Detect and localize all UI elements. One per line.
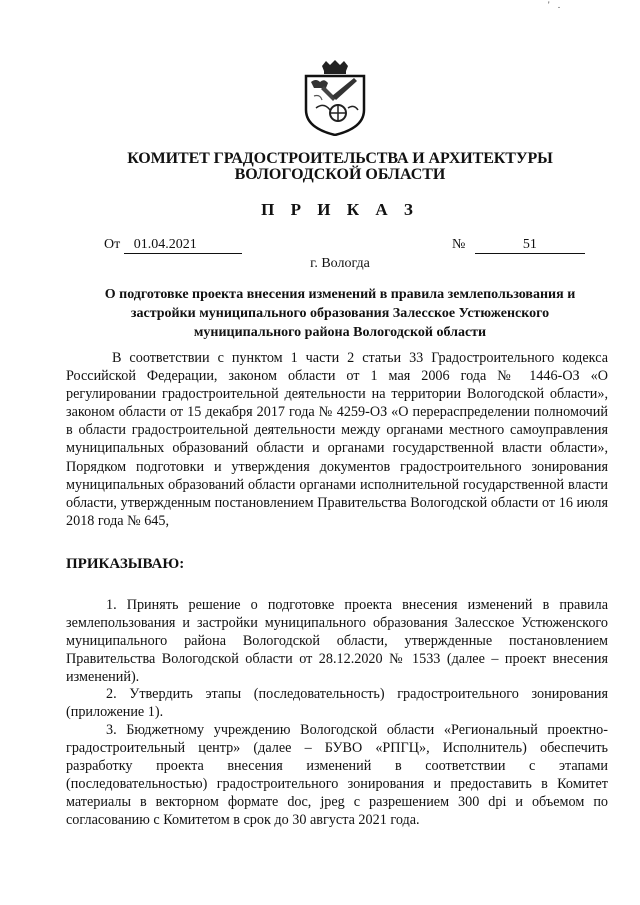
vologda-oblast-coat-of-arms-icon xyxy=(302,60,368,136)
corner-mark: ' . xyxy=(548,0,564,10)
preamble-text: В соответствии с пунктом 1 части 2 статьи 33 Градостроительного кодекса Российской Федерации, законом области от 1 мая 2006 года № 1446-ОЗ «О регулировании градостроительной деятельности на территории Вологодской области», законом области от 15 декабря 2017 года № 4259-ОЗ «О перераспределении полномочий в области градостроительной деятельности между органами местного самоуправления муниципальных образований области и органами государственной власти области», Порядком подготовки и утверждения документов градостроительного зонирования муниципальных образований области органами исполнительной государственной власти области, утвержденным постановлением Правительства Вологодской области от 16 июля 2018 года № 645, xyxy=(66,350,608,529)
order-city: г. Вологда xyxy=(310,256,370,271)
subject-line1: О подготовке проекта внесения изменений в правила землепользования и xyxy=(104,287,576,302)
date-prefix: От xyxy=(104,237,121,252)
committee-name-line1: КОМИТЕТ ГРАДОСТРОИТЕЛЬСТВА И АРХИТЕКТУРЫ xyxy=(127,150,553,167)
committee-name-line2: ВОЛОГОДСКОЙ ОБЛАСТИ xyxy=(234,166,446,183)
order-item-3 xyxy=(66,721,608,830)
subject-line3: муниципального района Вологодской области xyxy=(193,325,487,340)
subject-line2: застройки муниципального образования Залесское Устюженского xyxy=(130,306,550,321)
order-date: 01.04.2021 xyxy=(124,237,242,254)
order-item-text: 1. Принять решение о подготовке проекта внесения изменений в правила землепользования и застройки муниципального образования Залесское Устюженского муниципального района Вологодской области, утвержденные постановлением Правительства Вологодской области от 28.12.2020 № 1533 (далее – проект внесения изменений). xyxy=(66,597,608,686)
order-item-text: 2. Утвердить этапы (последовательность) градостроительного зонирования (приложение 1). xyxy=(66,686,608,721)
order-subject xyxy=(60,285,620,342)
directive-heading: ПРИКАЗЫВАЮ: xyxy=(66,556,185,572)
order-item-2 xyxy=(66,685,608,721)
order-number: 51 xyxy=(475,237,585,254)
order-number-line xyxy=(452,237,585,254)
preamble-paragraph xyxy=(66,349,608,530)
order-date-line xyxy=(104,237,242,254)
number-prefix: № xyxy=(452,237,466,252)
order-item-1 xyxy=(66,596,608,686)
order-title: П Р И К А З xyxy=(261,200,419,219)
order-item-text: 3. Бюджетному учреждению Вологодской области «Региональный проектно-градостроительный центр» (далее – БУВО «РПГЦ», Исполнитель) обеспечить разработку проекта внесения изменений в соответствии с этапами (последовательностью) градостроительного зонирования и предоставить в Комитет материалы в векторном формате doc, jpeg с разрешением 300 dpi и объемом по согласованию с Комитетом в срок до 30 августа 2021 года. xyxy=(66,722,608,829)
